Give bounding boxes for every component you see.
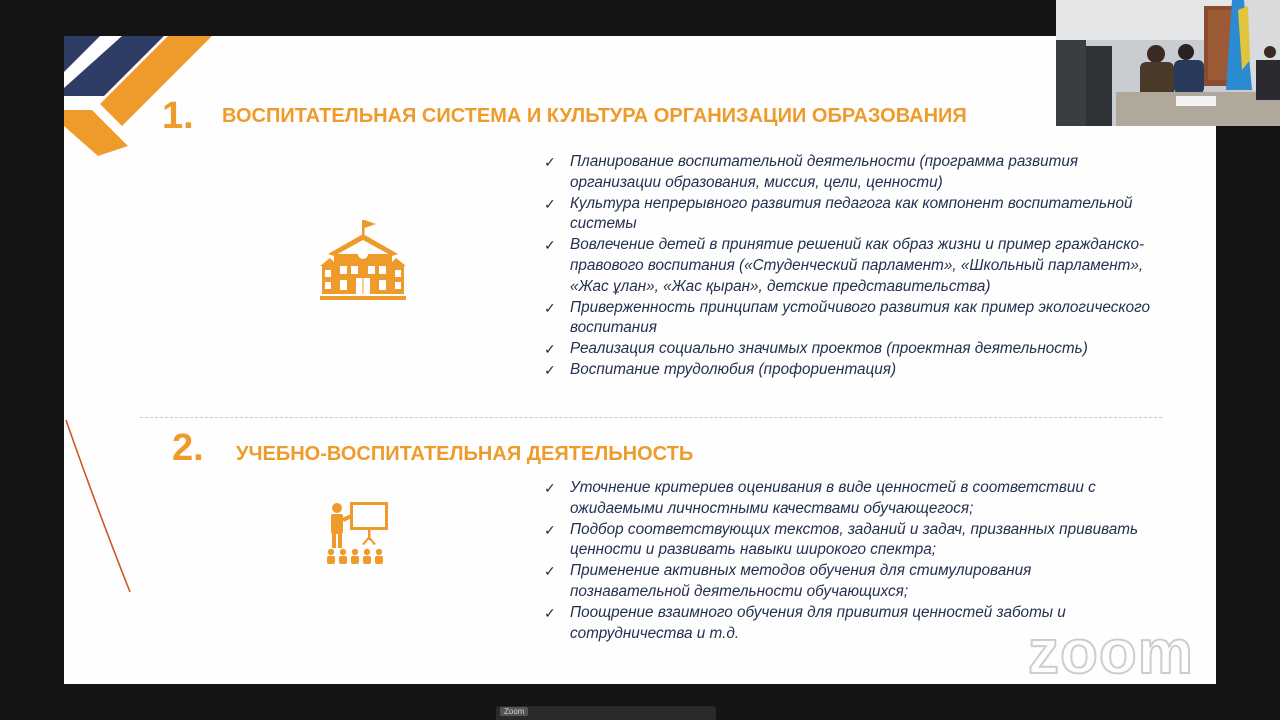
section-1-number: 1. [162, 95, 194, 137]
teacher-presentation-icon [326, 500, 392, 570]
checkmark-icon: ✓ [544, 604, 556, 621]
list-item: ✓ Приверженность принципам устойчивого развития как пример экологического воспитания [544, 298, 1150, 337]
checkmark-icon: ✓ [544, 237, 556, 254]
section-2-number: 2. [172, 427, 204, 469]
list-item: ✓ Поощрение взаимного обучения для привития ценностей заботы и сотрудничества и т.д. [544, 603, 1066, 642]
section-1-list [542, 152, 1162, 381]
list-item: ✓ Уточнение критериев оценивания в виде ценностей в соответствии с ожидаемыми личностными качествами обучающегося; [544, 479, 1096, 517]
checkmark-icon: ✓ [544, 299, 556, 316]
list-item: ✓ Реализация социально значимых проектов (проектная деятельность) [542, 339, 1162, 360]
zoom-tab-label: Zoom [500, 707, 528, 716]
checkmark-icon: ✓ [544, 361, 556, 378]
checkmark-icon: ✓ [544, 341, 556, 358]
checkmark-icon: ✓ [544, 480, 556, 496]
school-building-icon [320, 220, 406, 304]
annotation-stroke [64, 416, 144, 616]
video-feed [1056, 0, 1280, 126]
participant-video-thumbnail[interactable] [1056, 0, 1280, 126]
list-item: ✓ Применение активных методов обучения для стимулирования познавательной деятельности обучающихся; [544, 562, 1032, 600]
section-divider [140, 417, 1162, 418]
list-item: ✓ Воспитание трудолюбия (профориентация) [542, 360, 1162, 381]
corner-decoration [64, 36, 224, 161]
checkmark-icon: ✓ [544, 154, 556, 170]
list-item: ✓ Подбор соответствующих текстов, заданий и задач, призванных прививать ценности и развивать навыки широкого спектра; [544, 520, 1139, 559]
section-1-title: ВОСПИТАТЕЛЬНАЯ СИСТЕМА И КУЛЬТУРА ОРГАНИЗАЦИИ ОБРАЗОВАНИЯ [222, 105, 967, 127]
presentation-slide [64, 36, 1216, 684]
list-item: ✓ Планирование воспитательной деятельности (программа развития организации образования, миссия, цели, ценности) [544, 153, 1079, 191]
list-item: ✓ Культура непрерывного развития педагога как компонент воспитательной системы [544, 194, 1133, 233]
checkmark-icon: ✓ [544, 195, 556, 212]
checkmark-icon: ✓ [544, 563, 556, 580]
zoom-watermark: zoom [1028, 618, 1194, 687]
list-item: ✓ Вовлечение детей в принятие решений как образ жизни и пример гражданско-правового воспитания («Студенческий парламент», «Школьный парламент», «Жас ұлан», «Жас қыран», детские представительства) [544, 236, 1145, 295]
checkmark-icon: ✓ [544, 521, 556, 538]
zoom-share-tab[interactable] [496, 706, 716, 720]
section-2-title: УЧЕБНО-ВОСПИТАТЕЛЬНАЯ ДЕЯТЕЛЬНОСТЬ [236, 443, 694, 465]
